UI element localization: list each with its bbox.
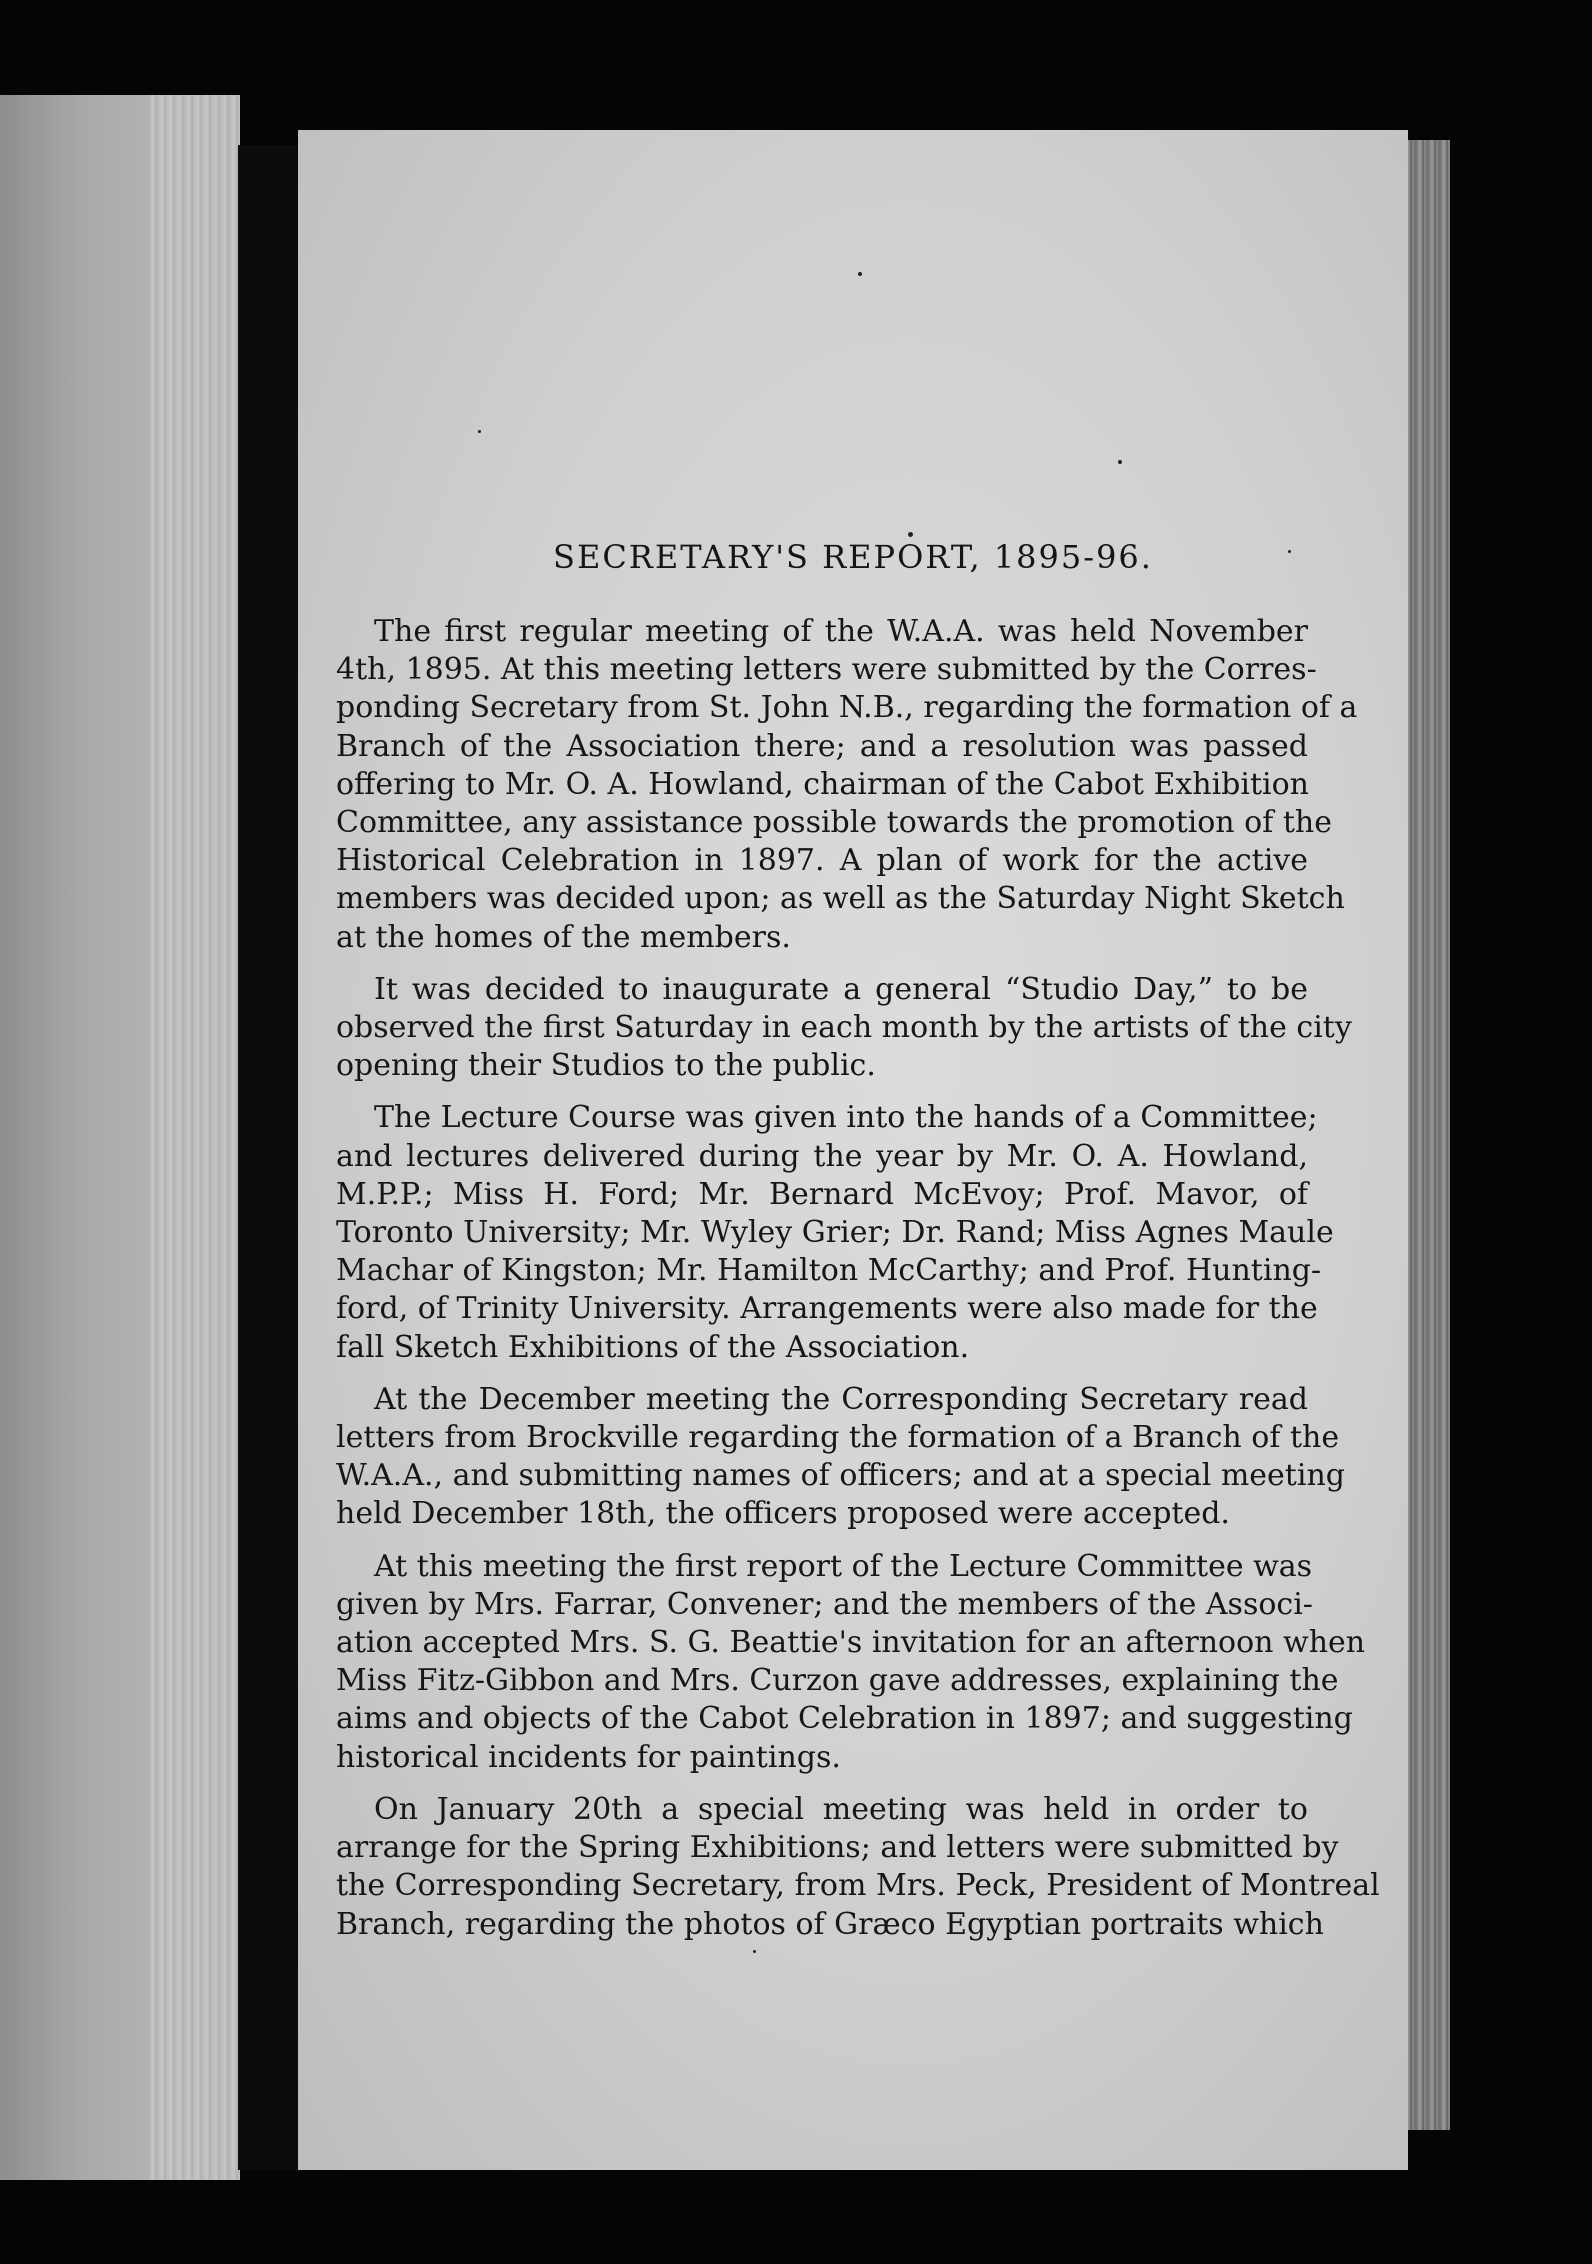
text-line: At the December meeting the Corresponding Secretary read bbox=[374, 1381, 1308, 1417]
paragraph bbox=[336, 1791, 1380, 1944]
paper-speck bbox=[908, 532, 913, 537]
text-line: 4th, 1895. At this meeting letters were submitted by the Corres- bbox=[336, 652, 1317, 688]
text-line: members was decided upon; as well as the Saturday Night Sketch bbox=[336, 881, 1345, 917]
text-line: It was decided to inaugurate a general “Studio Day,” to be bbox=[374, 971, 1308, 1007]
text-line: and lectures delivered during the year by Mr. O. A. Howland, bbox=[336, 1138, 1308, 1174]
text-line: observed the first Saturday in each month by the artists of the city bbox=[336, 1010, 1352, 1046]
text-line: Branch, regarding the photos of Græco Egyptian portraits which bbox=[336, 1906, 1324, 1942]
text-line: historical incidents for paintings. bbox=[336, 1739, 841, 1775]
text-line: M.P.P.; Miss H. Ford; Mr. Bernard McEvoy; Prof. Mavor, of bbox=[336, 1176, 1308, 1212]
paragraph bbox=[336, 1099, 1334, 1366]
paragraph bbox=[336, 613, 1358, 957]
text-line: Committee, any assistance possible towards the promotion of the bbox=[336, 805, 1332, 841]
text-line: The first regular meeting of the W.A.A. was held November bbox=[374, 614, 1308, 649]
text-line: ford, of Trinity University. Arrangements were also made for the bbox=[336, 1291, 1318, 1327]
text-line: The Lecture Course was given into the hands of a Committee; bbox=[374, 1100, 1318, 1136]
text-line: aims and objects of the Cabot Celebration in 1897; and suggesting bbox=[336, 1701, 1353, 1737]
paragraph bbox=[336, 1548, 1366, 1777]
report-body bbox=[336, 613, 1380, 1958]
text-line: at the homes of the members. bbox=[336, 919, 791, 955]
text-line: offering to Mr. O. A. Howland, chairman of the Cabot Exhibition bbox=[336, 766, 1310, 802]
paper-speck bbox=[1118, 460, 1122, 464]
paragraph bbox=[336, 1381, 1345, 1534]
text-line: Toronto University; Mr. Wyley Grier; Dr. Rand; Miss Agnes Maule bbox=[336, 1215, 1334, 1251]
book-gutter bbox=[238, 145, 298, 2170]
text-line: ponding Secretary from St. John N.B., regarding the formation of a bbox=[336, 690, 1358, 726]
text-line: On January 20th a special meeting was held in order to bbox=[374, 1791, 1308, 1827]
paper-speck bbox=[858, 272, 862, 276]
text-line: At this meeting the first report of the Lecture Committee was bbox=[374, 1548, 1313, 1584]
paragraph bbox=[336, 971, 1352, 1086]
text-line: Miss Fitz-Gibbon and Mrs. Curzon gave addresses, explaining the bbox=[336, 1663, 1339, 1699]
text-line: Branch of the Association there; and a resolution was passed bbox=[336, 728, 1308, 764]
paper-speck bbox=[478, 430, 481, 433]
text-line: ation accepted Mrs. S. G. Beattie's invitation for an afternoon when bbox=[336, 1625, 1366, 1661]
report-title: SECRETARY'S REPORT, 1895-96. bbox=[553, 538, 1153, 576]
text-line: letters from Brockville regarding the formation of a Branch of the bbox=[336, 1420, 1340, 1456]
text-line: the Corresponding Secretary, from Mrs. Peck, President of Montreal bbox=[336, 1868, 1380, 1904]
text-line: held December 18th, the officers proposed were accepted. bbox=[336, 1496, 1230, 1532]
text-line: fall Sketch Exhibitions of the Association. bbox=[336, 1329, 970, 1365]
text-line: W.A.A., and submitting names of officers; and at a special meeting bbox=[336, 1458, 1345, 1494]
text-line: given by Mrs. Farrar, Convener; and the members of the Associ- bbox=[336, 1586, 1313, 1622]
text-line: arrange for the Spring Exhibitions; and letters were submitted by bbox=[336, 1830, 1339, 1866]
text-line: Machar of Kingston; Mr. Hamilton McCarthy; and Prof. Hunting- bbox=[336, 1253, 1322, 1289]
left-page-torn-edge bbox=[150, 95, 240, 2180]
text-line: Historical Celebration in 1897. A plan of work for the active bbox=[336, 843, 1308, 879]
text-line: opening their Studios to the public. bbox=[336, 1048, 876, 1084]
